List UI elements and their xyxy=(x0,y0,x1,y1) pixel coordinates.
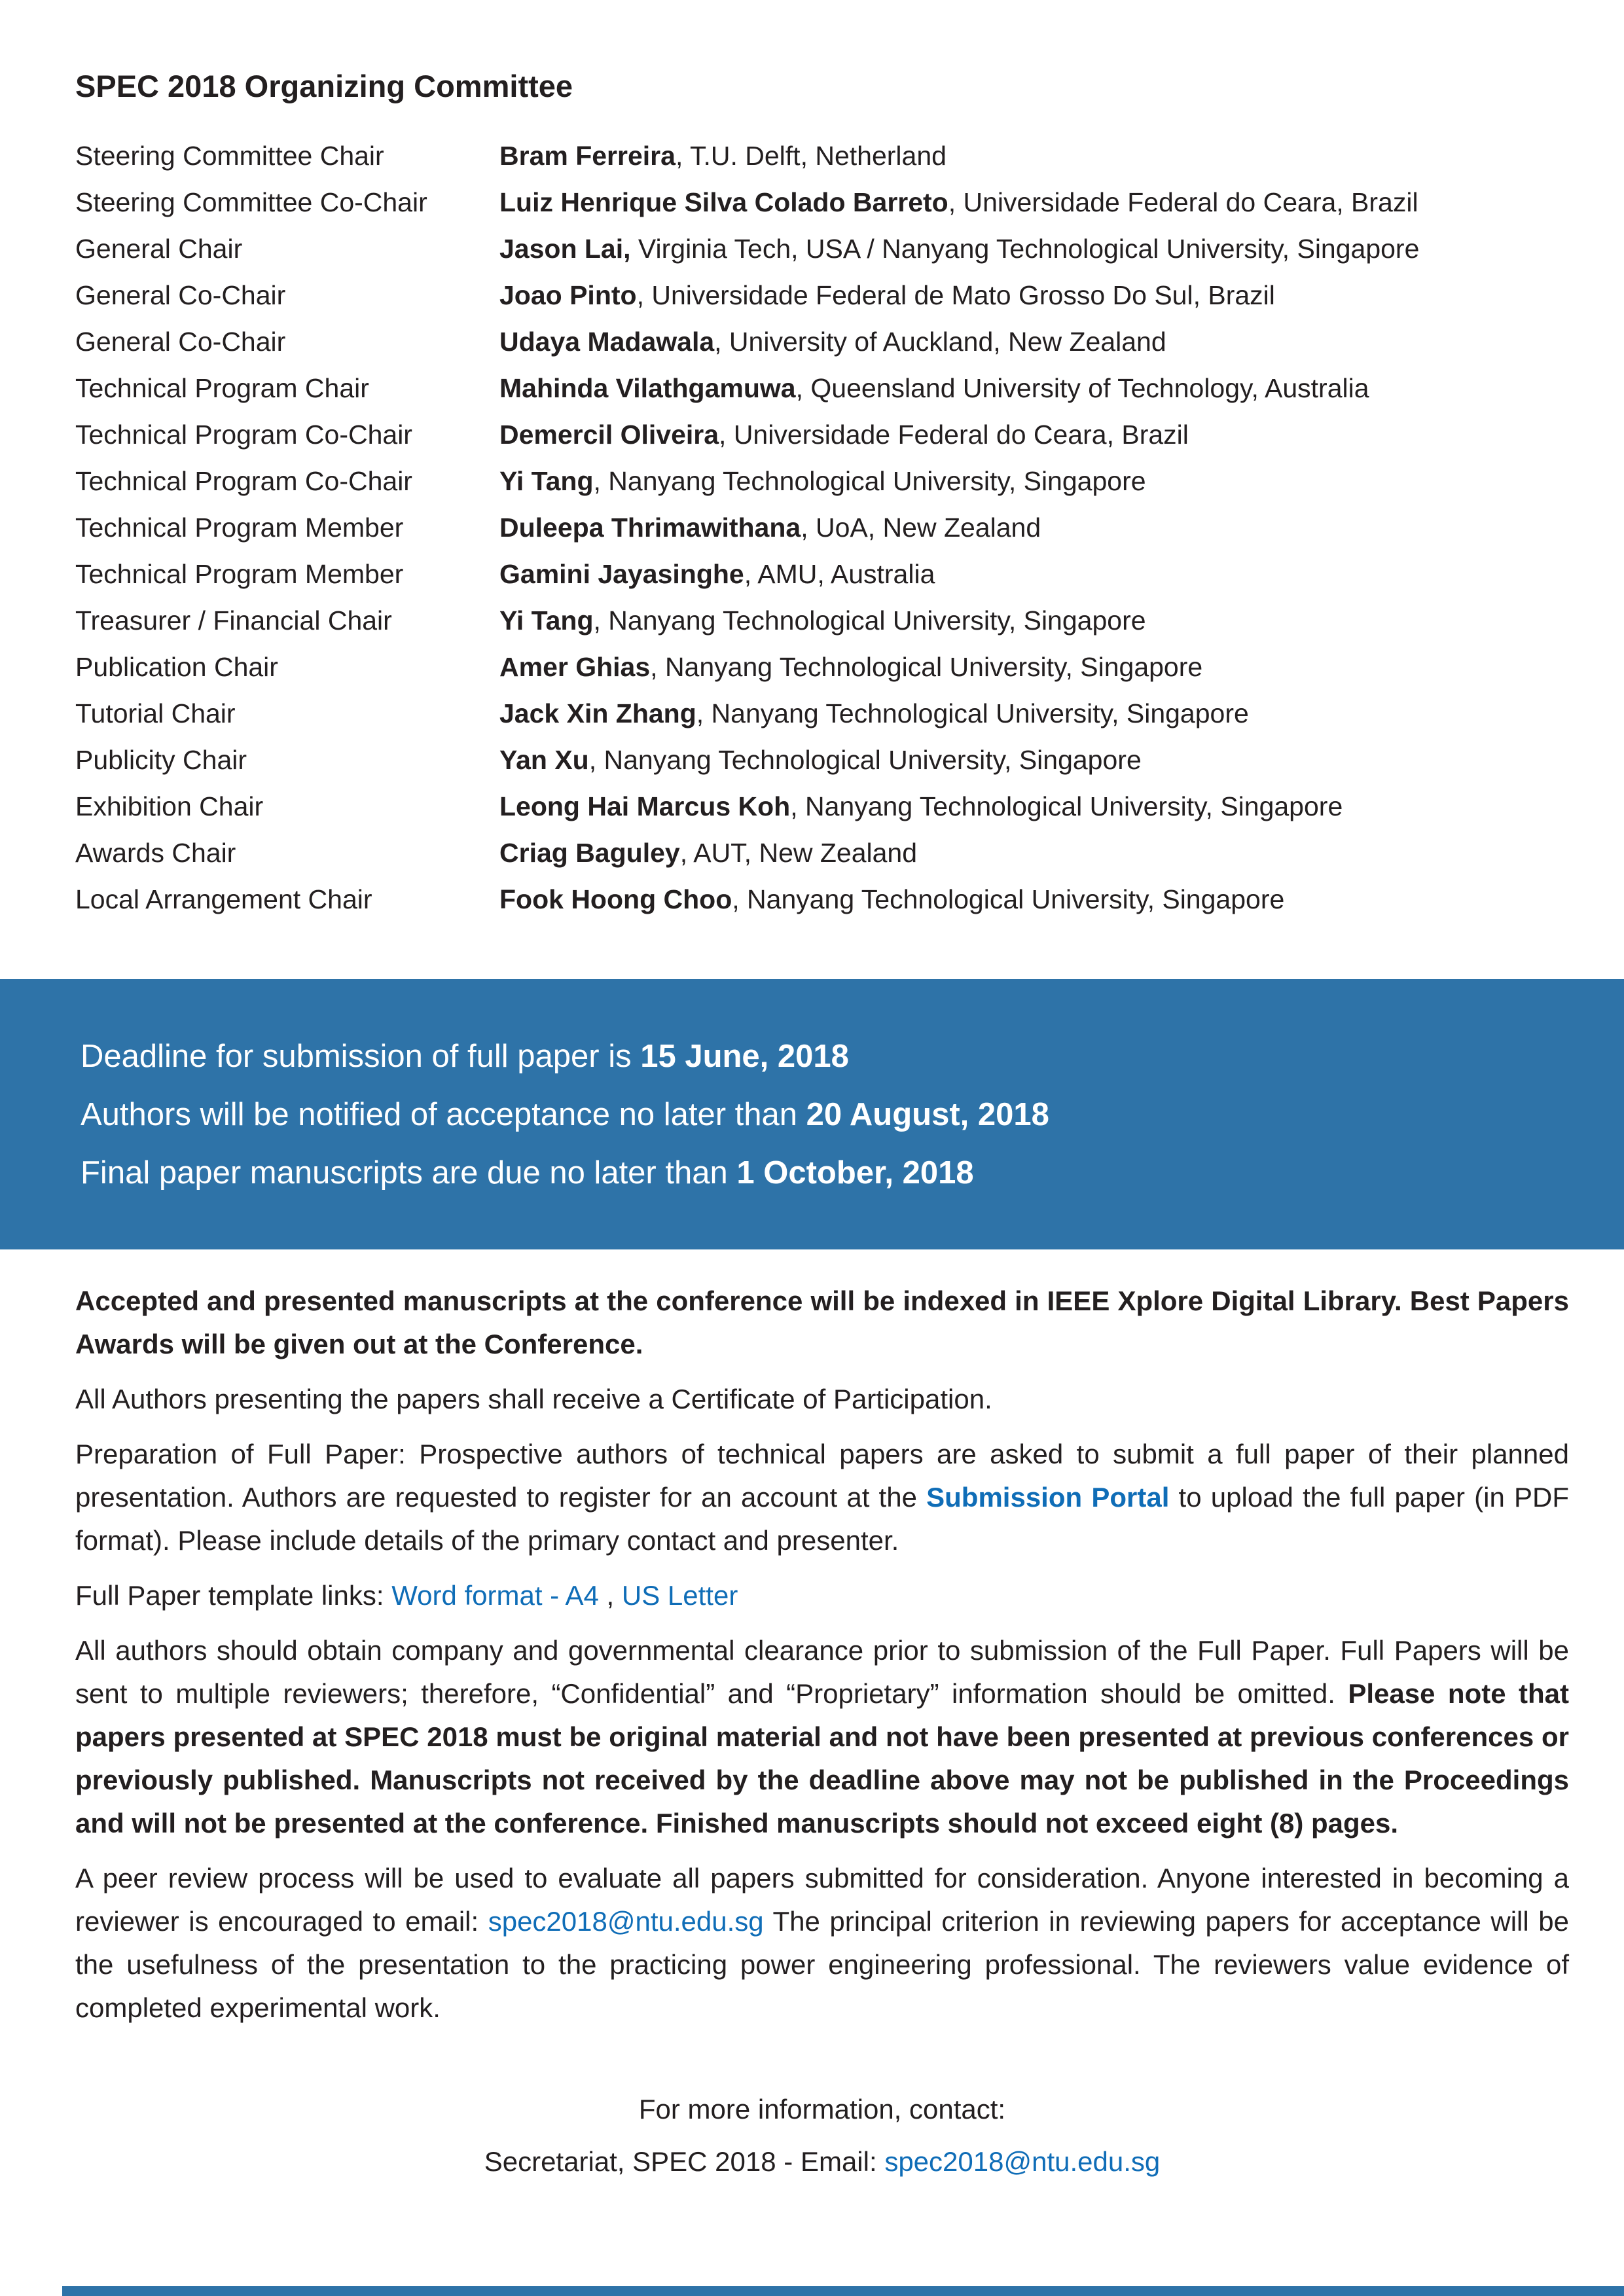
committee-row xyxy=(75,133,1568,179)
paragraph-preparation xyxy=(75,1433,1569,1562)
committee-row xyxy=(75,505,1568,551)
paragraph-clearance xyxy=(75,1629,1569,1845)
text-segment: to upload the full paper (in PDF format). Please include details of the primary contact and presenter. xyxy=(75,1482,1569,1556)
committee-member xyxy=(499,737,1142,783)
text-segment: Please note that papers presented at SPEC 2018 must be original material and not have been presented at previous conferences or previously published. Manuscripts not received by the deadline above may not be published in the Proceedings and will not be presented at the conference. Finished manuscripts should not exceed eight (8) pages. xyxy=(75,1678,1569,1839)
committee-member xyxy=(499,691,1249,737)
member-name: Jack Xin Zhang xyxy=(499,698,696,728)
committee-member xyxy=(499,226,1419,272)
committee-member xyxy=(499,551,935,598)
committee-role: Awards Chair xyxy=(75,838,236,868)
committee-role: General Co-Chair xyxy=(75,327,286,357)
us-letter-link[interactable]: US Letter xyxy=(621,1580,738,1611)
text-segment: , xyxy=(598,1580,622,1611)
committee-role: Technical Program Chair xyxy=(75,373,369,403)
member-name: Yi Tang xyxy=(499,605,594,636)
committee-member xyxy=(499,598,1146,644)
member-name: Bram Ferreira xyxy=(499,141,676,171)
committee-row xyxy=(75,691,1568,737)
member-affiliation: , Universidade Federal do Ceara, Brazil xyxy=(948,187,1418,217)
deadline-date: 20 August, 2018 xyxy=(806,1097,1049,1132)
text-segment: Secretariat, SPEC 2018 - Email: xyxy=(484,2146,885,2177)
committee-row xyxy=(75,551,1568,598)
member-name: Udaya Madawala xyxy=(499,327,715,357)
member-name: Joao Pinto xyxy=(499,280,637,310)
committee-member xyxy=(499,133,947,179)
committee-member xyxy=(499,365,1369,412)
member-affiliation: , UoA, New Zealand xyxy=(801,512,1041,543)
member-affiliation: , Queensland University of Technology, Australia xyxy=(795,373,1369,403)
paragraph-peer-review xyxy=(75,1857,1569,2030)
committee-member xyxy=(499,505,1041,551)
deadline-line xyxy=(81,1028,1559,1086)
member-name: Amer Ghias xyxy=(499,652,651,682)
member-name: Yi Tang xyxy=(499,466,594,496)
committee-role: Tutorial Chair xyxy=(75,698,236,728)
committee-member xyxy=(499,272,1275,319)
committee-role: Local Arrangement Chair xyxy=(75,884,372,914)
member-name: Yan Xu xyxy=(499,745,589,775)
text-segment: Full Paper template links: xyxy=(75,1580,392,1611)
committee-role: Technical Program Member xyxy=(75,559,404,589)
deadline-text: Deadline for submission of full paper is xyxy=(81,1039,641,1074)
committee-role: General Chair xyxy=(75,234,243,264)
committee-role: Exhibition Chair xyxy=(75,791,264,821)
committee-row xyxy=(75,783,1568,830)
secretariat-email-link[interactable]: spec2018@ntu.edu.sg xyxy=(884,2146,1161,2177)
deadline-text: Authors will be notified of acceptance no later than xyxy=(81,1097,806,1132)
member-name: Mahinda Vilathgamuwa xyxy=(499,373,796,403)
member-name: Demercil Oliveira xyxy=(499,420,719,450)
member-name: Criag Baguley xyxy=(499,838,680,868)
member-name: Leong Hai Marcus Koh xyxy=(499,791,791,821)
committee-role: General Co-Chair xyxy=(75,280,286,310)
member-affiliation: , Universidade Federal do Ceara, Brazil xyxy=(719,420,1189,450)
paragraph-indexing xyxy=(75,1280,1569,1366)
member-affiliation: , Nanyang Technological University, Singapore xyxy=(696,698,1249,728)
committee-role: Steering Committee Co-Chair xyxy=(75,187,427,217)
committee-role: Treasurer / Financial Chair xyxy=(75,605,392,636)
committee-member xyxy=(499,179,1418,226)
paragraph-template-links xyxy=(75,1574,1569,1617)
committee-member xyxy=(499,319,1166,365)
committee-member xyxy=(499,830,917,876)
committee-member xyxy=(499,458,1146,505)
member-affiliation: , T.U. Delft, Netherland xyxy=(675,141,947,171)
text-segment: Accepted and presented manuscripts at the conference will be indexed in IEEE Xplore Digital Library. Best Papers Awards will be given out at the Conference. xyxy=(75,1285,1569,1359)
member-affiliation: , Nanyang Technological University, Singapore xyxy=(588,745,1142,775)
committee-heading: SPEC 2018 Organizing Committee xyxy=(75,69,573,103)
committee-row xyxy=(75,319,1568,365)
committee-list xyxy=(75,133,1568,923)
committee-member xyxy=(499,783,1343,830)
paragraph-certificate xyxy=(75,1378,1569,1421)
committee-row xyxy=(75,644,1568,691)
committee-row xyxy=(75,226,1568,272)
member-affiliation: , Nanyang Technological University, Singapore xyxy=(593,605,1146,636)
committee-row xyxy=(75,876,1568,923)
member-affiliation: , Nanyang Technological University, Singapore xyxy=(650,652,1203,682)
contact-section xyxy=(75,2083,1569,2188)
committee-row xyxy=(75,598,1568,644)
word-format-a4-link[interactable]: Word format - A4 xyxy=(391,1580,599,1611)
reviewer-email-link[interactable]: spec2018@ntu.edu.sg xyxy=(488,1906,764,1937)
committee-row xyxy=(75,412,1568,458)
deadline-date: 1 October, 2018 xyxy=(736,1155,974,1191)
member-name: Fook Hoong Choo xyxy=(499,884,732,914)
committee-role: Publication Chair xyxy=(75,652,278,682)
committee-row xyxy=(75,179,1568,226)
submission-portal-link[interactable]: Submission Portal xyxy=(926,1482,1170,1513)
text-segment: Preparation of Full Paper: Prospective authors of technical papers are asked to submit a full paper of their planned presentation. Authors are requested to register for an account at the xyxy=(75,1439,1569,1513)
deadline-line xyxy=(81,1086,1559,1144)
member-affiliation: , University of Auckland, New Zealand xyxy=(714,327,1166,357)
member-affiliation: , Nanyang Technological University, Singapore xyxy=(732,884,1285,914)
deadlines-banner xyxy=(0,979,1624,1249)
member-affiliation: , Nanyang Technological University, Singapore xyxy=(593,466,1146,496)
committee-row xyxy=(75,458,1568,505)
member-affiliation: Virginia Tech, USA / Nanyang Technological University, Singapore xyxy=(630,234,1420,264)
committee-row xyxy=(75,830,1568,876)
deadline-date: 15 June, 2018 xyxy=(640,1039,849,1074)
committee-row xyxy=(75,272,1568,319)
body-text-section xyxy=(0,1249,1624,2188)
committee-role: Steering Committee Chair xyxy=(75,141,384,171)
member-affiliation: , AUT, New Zealand xyxy=(679,838,918,868)
committee-member xyxy=(499,876,1284,923)
member-name: Jason Lai, xyxy=(499,234,631,264)
committee-role: Technical Program Member xyxy=(75,512,404,543)
text-segment: A peer review process will be used to evaluate all papers submitted for consideration. Anyone interested in becoming a reviewer is encouraged to email: xyxy=(75,1863,1569,1937)
text-segment: All Authors presenting the papers shall receive a Certificate of Participation. xyxy=(75,1384,992,1414)
member-name: Gamini Jayasinghe xyxy=(499,559,744,589)
deadline-text: Final paper manuscripts are due no later than xyxy=(81,1155,737,1191)
deadline-line xyxy=(81,1144,1559,1202)
member-affiliation: , AMU, Australia xyxy=(744,559,935,589)
committee-role: Technical Program Co-Chair xyxy=(75,466,412,496)
footer-accent-bar xyxy=(62,2286,1624,2296)
member-affiliation: , Universidade Federal de Mato Grosso Do Sul, Brazil xyxy=(636,280,1275,310)
committee-member xyxy=(499,412,1189,458)
contact-intro: For more information, contact: xyxy=(638,2094,1006,2125)
committee-section xyxy=(0,0,1624,923)
member-name: Duleepa Thrimawithana xyxy=(499,512,801,543)
committee-member xyxy=(499,644,1202,691)
text-segment: All authors should obtain company and governmental clearance prior to submission of the Full Paper. Full Papers will be sent to multiple reviewers; therefore, “Confidential” and “Proprietary” information should be omitted. xyxy=(75,1635,1569,1709)
committee-role: Technical Program Co-Chair xyxy=(75,420,412,450)
member-affiliation: , Nanyang Technological University, Singapore xyxy=(790,791,1343,821)
committee-row xyxy=(75,365,1568,412)
committee-row xyxy=(75,737,1568,783)
contact-secretariat xyxy=(75,2136,1569,2188)
member-name: Luiz Henrique Silva Colado Barreto xyxy=(499,187,948,217)
committee-role: Publicity Chair xyxy=(75,745,247,775)
text-segment: The principal criterion in reviewing papers for acceptance will be the usefulness of the presentation to the practicing power engineering professional. The reviewers value evidence of completed experimental work. xyxy=(75,1906,1569,2023)
